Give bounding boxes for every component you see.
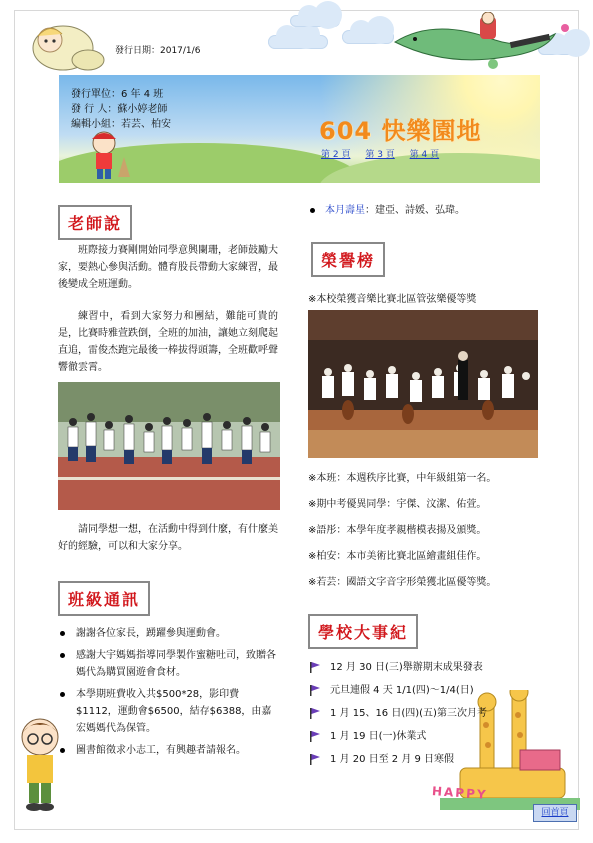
issue-date: 發行日期：2017/1/6 [115, 46, 201, 56]
page-link-3[interactable]: 第 3 頁 [365, 150, 395, 160]
honor-item: ※期中考優異同學：宇傑、汶潔、佑萱。 [308, 499, 487, 510]
class-news-item: 本學期班費收入共$500*28，影印費$1112，運動會$6500，結存$6388，由嘉宏媽媽代為保管。 [76, 689, 272, 734]
list-item [308, 660, 487, 683]
whale-boy-icon [385, 12, 575, 74]
birthday-names: ：建亞、詩媛、弘瑋。 [365, 205, 465, 216]
teacher-paragraph-3: 請同學想一想，在活動中得到什麼，有什麼美好的經驗，可以和大家分享。 [58, 524, 278, 552]
flag-icon [310, 662, 320, 673]
events-heading: 學校大事紀 [308, 614, 418, 649]
honor-caption: ※本校榮獲音樂比賽北區管弦樂優等獎 [308, 294, 477, 305]
event-item: 元旦連假 4 天 1/1(四)～1/4(日) [330, 685, 474, 696]
cloud-decoration [290, 15, 340, 27]
flag-icon [310, 754, 320, 765]
masthead-title: 604 快樂園地 [319, 117, 482, 145]
students-relay-photo [58, 382, 280, 510]
masthead-meta [71, 87, 171, 132]
honor-item: ※若芸：國語文字音字形榮獲北區優等獎。 [308, 577, 497, 588]
event-item: 1 月 15、16 日(四)(五)第三次月考 [330, 708, 487, 719]
honor-item: ※語彤：本學年度孝親楷模表揚及頒獎。 [308, 525, 487, 536]
honor-item: ※本班：本週秩序比賽，中年級組第一名。 [308, 473, 497, 484]
teacher-heading: 老師說 [58, 205, 132, 240]
flag-icon [310, 708, 320, 719]
bullet-icon [310, 208, 315, 213]
happy-text: HAPPY [431, 784, 489, 802]
editors-line: 編輯小組：若芸、柏安 [71, 119, 171, 130]
masthead-banner [59, 75, 540, 183]
birthday-line [310, 201, 465, 216]
list-item [58, 686, 280, 737]
events-list [308, 660, 487, 775]
class-news-item: 圖書館徵求小志工，有興趣者請報名。 [76, 745, 246, 756]
event-item: 1 月 19 日(一)休業式 [330, 731, 427, 742]
orchestra-photo [308, 310, 538, 458]
class-news-list [58, 625, 280, 764]
bullet-icon [60, 653, 65, 658]
teacher-paragraph-2: 練習中，看到大家努力和團結，難能可貴的是，比賽時雅萱跌倒，全班的加油，讓她立刻爬起直追，雷俊杰跑完最後一棒拔得頭籌，全班歡呼聲響徹雲霄。 [58, 311, 278, 373]
event-item: 1 月 20 日至 2 月 9 日寒假 [330, 754, 455, 765]
list-item [308, 729, 487, 752]
event-item: 12 月 30 日(三)舉辦期末成果發表 [330, 662, 483, 673]
bullet-icon [60, 631, 65, 636]
list-item [58, 647, 280, 681]
back-home-button[interactable]: 回首頁 [533, 804, 577, 822]
cloud-decoration [268, 35, 328, 49]
teacher-paragraph-1: 班際接力賽剛開始同學意興闌珊，老師鼓勵大家，要熱心參與活動。體育股長帶動大家練習，最後變成全班運動。 [58, 245, 278, 290]
page-link-4[interactable]: 第 4 頁 [409, 150, 440, 160]
list-item [58, 625, 280, 642]
page-link-2[interactable]: 第 2 頁 [321, 150, 351, 160]
class-news-heading: 班級通訊 [58, 581, 150, 616]
class-news-item: 謝謝各位家長，踴躍參與運動會。 [76, 628, 226, 639]
class-news-item: 感謝大宇媽媽指導同學製作蜜糖吐司，致贈各媽代為購買園遊會食材。 [76, 650, 276, 678]
glasses-boy-cartoon-icon [10, 715, 70, 815]
flag-icon [310, 731, 320, 742]
publisher-line: 發行單位：6 年 4 班 [71, 89, 164, 100]
list-item [308, 752, 487, 775]
honor-item: ※柏安：本市美術比賽北區繪畫組佳作。 [308, 551, 487, 562]
birthday-label: 本月壽星 [325, 205, 365, 216]
list-item [58, 742, 280, 759]
issuer-line: 發 行 人：蘇小婷老師 [71, 104, 168, 115]
page-links [321, 147, 451, 160]
list-item [308, 706, 487, 729]
bullet-icon [60, 692, 65, 697]
flag-icon [310, 685, 320, 696]
girl-cartoon-icon [28, 20, 108, 75]
honor-heading: 榮譽榜 [311, 242, 385, 277]
list-item [308, 683, 487, 706]
boy-cartoon-icon [84, 127, 134, 182]
